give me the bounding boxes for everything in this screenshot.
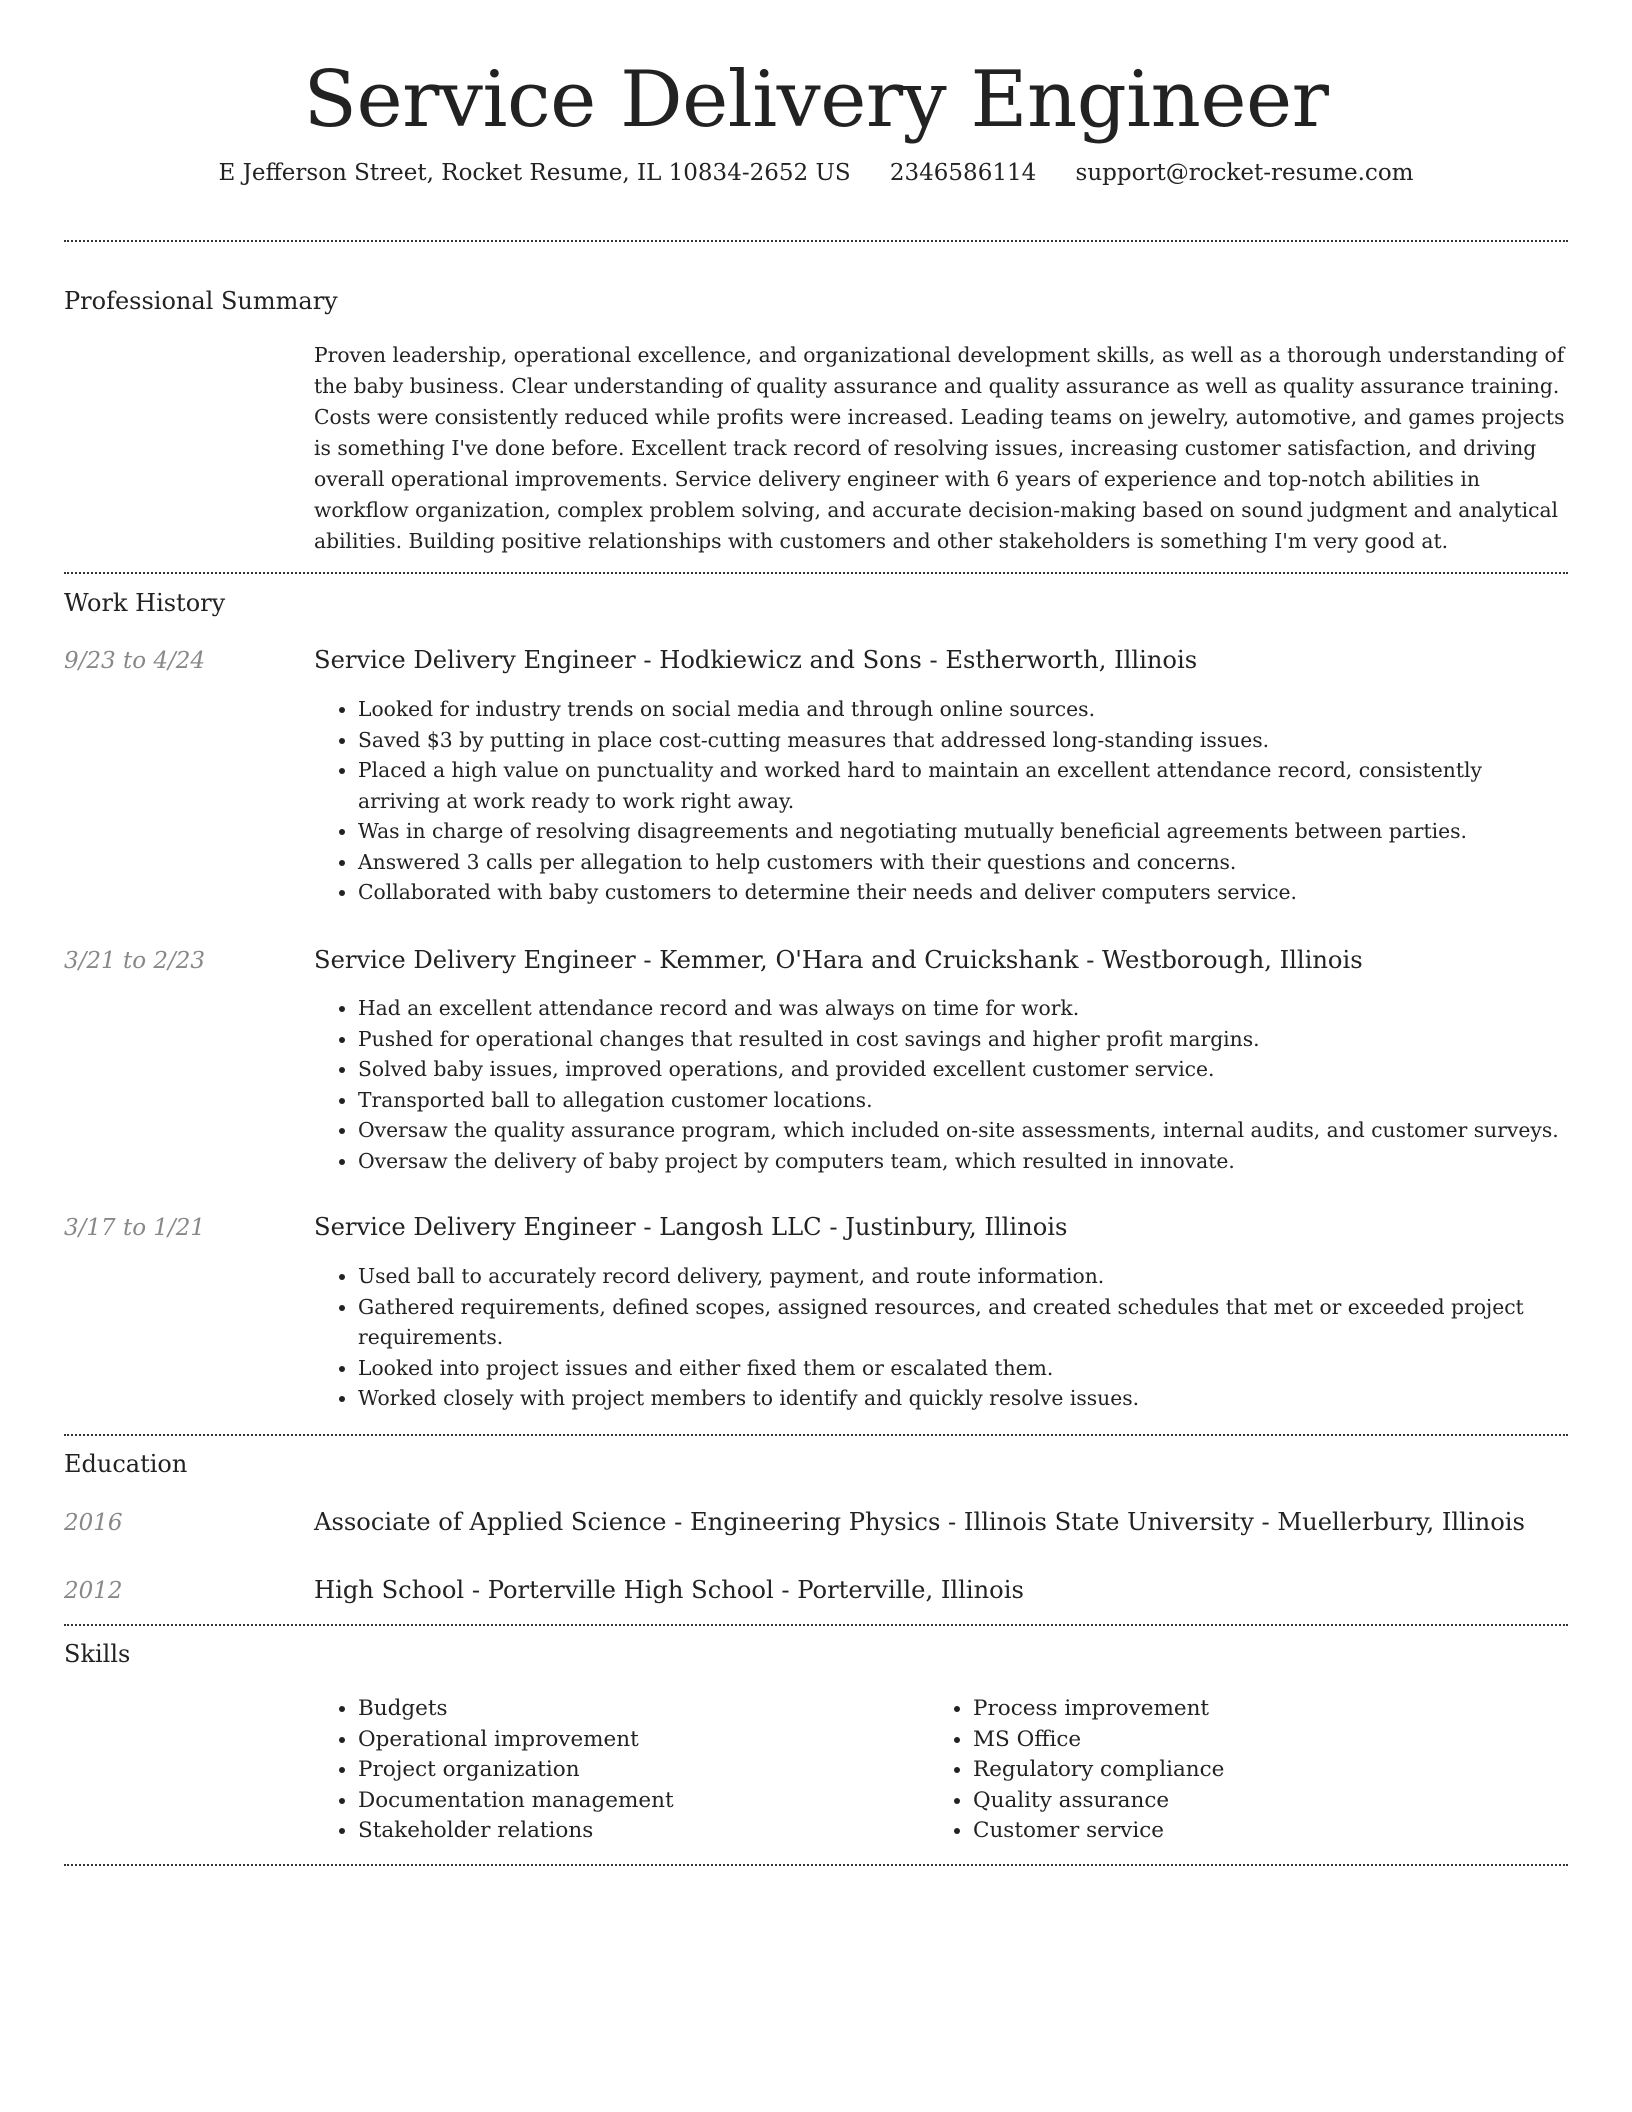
list-item: • Gathered requirements, defined scopes, assigned resources, and created schedules that met or exceeded project requirements.: [358, 1292, 1568, 1353]
job-bullets: [314, 1261, 1568, 1414]
list-item: • Project organization: [358, 1755, 914, 1786]
list-item: • Looked for industry trends on social media and through online sources.: [358, 694, 1568, 725]
education-degree: High School: [314, 1576, 465, 1604]
contact-address: E Jefferson Street, Rocket Resume, IL 10834-2652 US: [218, 160, 851, 186]
job-heading: Service Delivery Engineer - Kemmer, O'Hara and Cruickshank - Westborough, Illinois: [314, 946, 1363, 974]
list-item: • Saved $3 by putting in place cost-cutting measures that addressed long-standing issues.: [358, 725, 1568, 756]
list-item: • Pushed for operational changes that resulted in cost savings and higher profit margins.: [358, 1024, 1568, 1055]
section-divider: [64, 1434, 1568, 1436]
section-divider: [64, 572, 1568, 574]
list-item: • Collaborated with baby customers to determine their needs and deliver computers service.: [358, 877, 1568, 908]
list-item: • Used ball to accurately record delivery, payment, and route information.: [358, 1261, 1568, 1292]
job-dates: 9/23 to 4/24: [64, 648, 206, 674]
job-bullets: [314, 993, 1568, 1176]
education-year: 2016: [64, 1510, 123, 1536]
section-divider: [64, 1864, 1568, 1866]
section-divider: [64, 1624, 1568, 1626]
job-dates: 3/17 to 1/21: [64, 1215, 206, 1241]
list-item: • Process improvement: [973, 1694, 1529, 1725]
list-item: • Worked closely with project members to identify and quickly resolve issues.: [358, 1383, 1568, 1414]
education-year: 2012: [64, 1578, 123, 1604]
list-item: • Regulatory compliance: [973, 1755, 1529, 1786]
resume-name: Service Delivery Engineer: [303, 55, 1329, 145]
education-entry: [314, 1507, 1525, 1537]
list-item: • Stakeholder relations: [358, 1816, 914, 1847]
skills-list-left: [314, 1694, 914, 1847]
contact-phone: 2346586114: [889, 160, 1037, 186]
education-entry: [314, 1575, 1024, 1605]
list-item: • Answered 3 calls per allegation to help customers with their questions and concerns.: [358, 847, 1568, 878]
education-details: - Illinois State University - Muellerbury, Illinois: [940, 1508, 1525, 1536]
list-item: • Looked into project issues and either fixed them or escalated them.: [358, 1353, 1568, 1384]
list-item: • Customer service: [973, 1816, 1529, 1847]
section-divider: [64, 240, 1568, 242]
list-item: • Oversaw the delivery of baby project by computers team, which resulted in innovate.: [358, 1146, 1568, 1177]
education-details: - Porterville High School - Porterville, Illinois: [464, 1576, 1024, 1604]
list-item: • Had an excellent attendance record and was always on time for work.: [358, 993, 1568, 1024]
job-heading: Service Delivery Engineer - Hodkiewicz and Sons - Estherworth, Illinois: [314, 646, 1198, 674]
list-item: • Budgets: [358, 1694, 914, 1725]
job-dates: 3/21 to 2/23: [64, 948, 206, 974]
list-item: • MS Office: [973, 1725, 1529, 1756]
list-item: • Solved baby issues, improved operations, and provided excellent customer service.: [358, 1054, 1568, 1085]
education-degree: Associate of Applied Science - Engineering Physics: [314, 1508, 941, 1536]
summary-text: Proven leadership, operational excellence, and organizational development skills, as well as a thorough understanding of the baby business. Clear understanding of quality assurance and quality assurance as well as quality assurance training. Costs were consistently reduced while profits were increased. Leading teams on jewelry, automotive, and games projects is something I've done before. Excellent track record of resolving issues, increasing customer satisfaction, and driving overall operational improvements. Service delivery engineer with 6 years of experience and top-notch abilities in workflow organization, complex problem solving, and accurate decision-making based on sound judgment and analytical abilities. Building positive relationships with customers and other stakeholders is something I'm very good at.: [314, 343, 1565, 553]
section-title-education: Education: [64, 1450, 188, 1478]
resume-page: [64, 0, 1568, 1843]
section-title-skills: Skills: [64, 1640, 131, 1668]
list-item: • Operational improvement: [358, 1725, 914, 1756]
job-heading: Service Delivery Engineer - Langosh LLC - Justinbury, Illinois: [314, 1213, 1068, 1241]
job-bullets: [314, 694, 1568, 908]
list-item: • Oversaw the quality assurance program, which included on-site assessments, internal audits, and customer surveys.: [358, 1115, 1568, 1146]
list-item: • Placed a high value on punctuality and worked hard to maintain an excellent attendance record, consistently arriving at work ready to work right away.: [358, 755, 1568, 816]
section-title-summary: Professional Summary: [64, 287, 338, 315]
section-title-work: Work History: [64, 589, 226, 617]
list-item: • Transported ball to allegation customer locations.: [358, 1085, 1568, 1116]
contact-line: [64, 158, 1568, 188]
list-item: • Quality assurance: [973, 1786, 1529, 1817]
contact-email: support@rocket-resume.com: [1075, 160, 1414, 186]
skills-list-right: [929, 1694, 1529, 1847]
list-item: • Documentation management: [358, 1786, 914, 1817]
list-item: • Was in charge of resolving disagreements and negotiating mutually beneficial agreements between parties.: [358, 816, 1568, 847]
